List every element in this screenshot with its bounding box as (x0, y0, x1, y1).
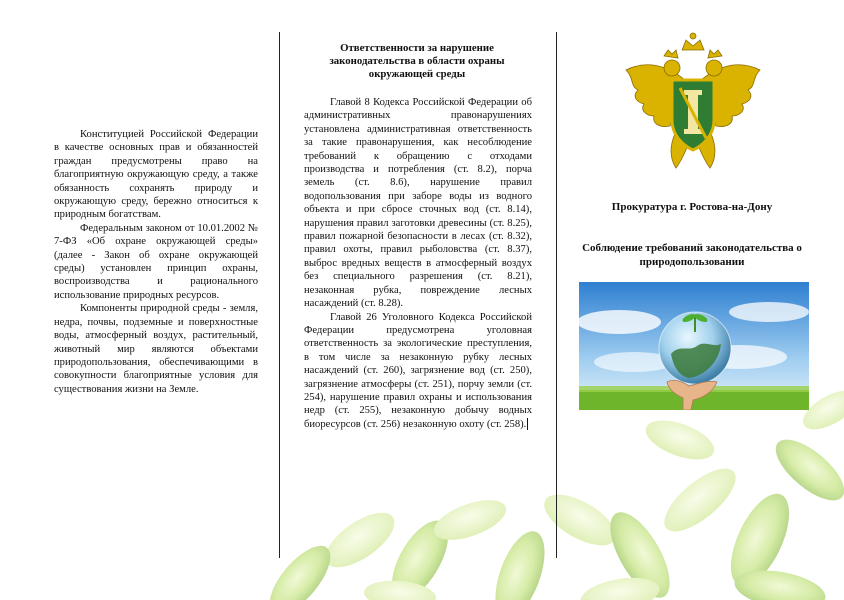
left-paragraph-2: Федеральным законом от 10.01.2002 № 7-ФЗ «Об охране окружающей среды» (далее - Закон об охране окружающей среды) установлен принцип охраны, воспроизводства и рационального использование природных ресурсов. (54, 222, 258, 301)
org-title: Прокуратура г. Ростова-на-Дону (611, 201, 773, 213)
left-column (54, 128, 258, 396)
middle-paragraph-2-text: Главой 26 Уголовного Кодекса Российской Федерации предусмотрена уголовная ответственность за экологические преступления, в том числе за незаконную рубку лесных насаждений (ст. 260), загрязнение вод (ст. 250), загрязнение атмосферы (ст. 251), порчу земли (ст. 254), нарушение правил охраны и использования недр (ст. 255), незаконную добычу водных биоресурсов (ст. 256) незаконную охоту (ст. 258). (304, 311, 532, 430)
divider-right (556, 32, 557, 558)
text-cursor (527, 418, 528, 430)
left-paragraph-1: Конституцией Российской Федерации в качестве основных прав и обязанностей граждан предусмотрены право на благоприятную окружающую среду, а также обязанность сохранять природу и окружающую среду, бережно относиться к природным богатствам. (54, 129, 258, 221)
middle-paragraph-2 (304, 311, 532, 432)
middle-column (304, 96, 532, 431)
middle-paragraph-1: Главой 8 Кодекса Российской Федерации об административных правонарушениях установлена административная ответственность за такие правонарушения, как несоблюдение требований к обращению с отходами производства и потребления (ст. 8.2), порча земель (ст. 8.6), нарушение правил водопользования при заборе воды из водного объекта и при сбросе сточных вод (ст. 8.14), нарушения правил заготовки древесины (ст. 8.25), правил пожарной безопасности в лесах (ст. 8.32), правил охоты, правил рыболовства (ст. 8.37), выброс вредных веществ в атмосферный воздух без специального разрешения (ст. 8.21), незаконная рубка, повреждение лесных насаждений (ст. 8.28). (304, 97, 532, 310)
brochure-subtitle: Соблюдение требований законодательства о природопользовании (582, 242, 802, 268)
globe-in-hand-image (579, 282, 809, 410)
middle-title: Ответственности за нарушение законодательства в области охраны окружающей среды (329, 42, 505, 80)
eagle-emblem-icon (620, 28, 766, 178)
divider-left (279, 32, 280, 558)
left-paragraph-3: Компоненты природной среды - земля, недра, почвы, подземные и поверхностные воды, атмосферный воздух, растительный, животный мир являются объектами природопользования, обеспечивающими в совокупности благоприятные условия для существования жизни на Земле. (54, 303, 258, 395)
